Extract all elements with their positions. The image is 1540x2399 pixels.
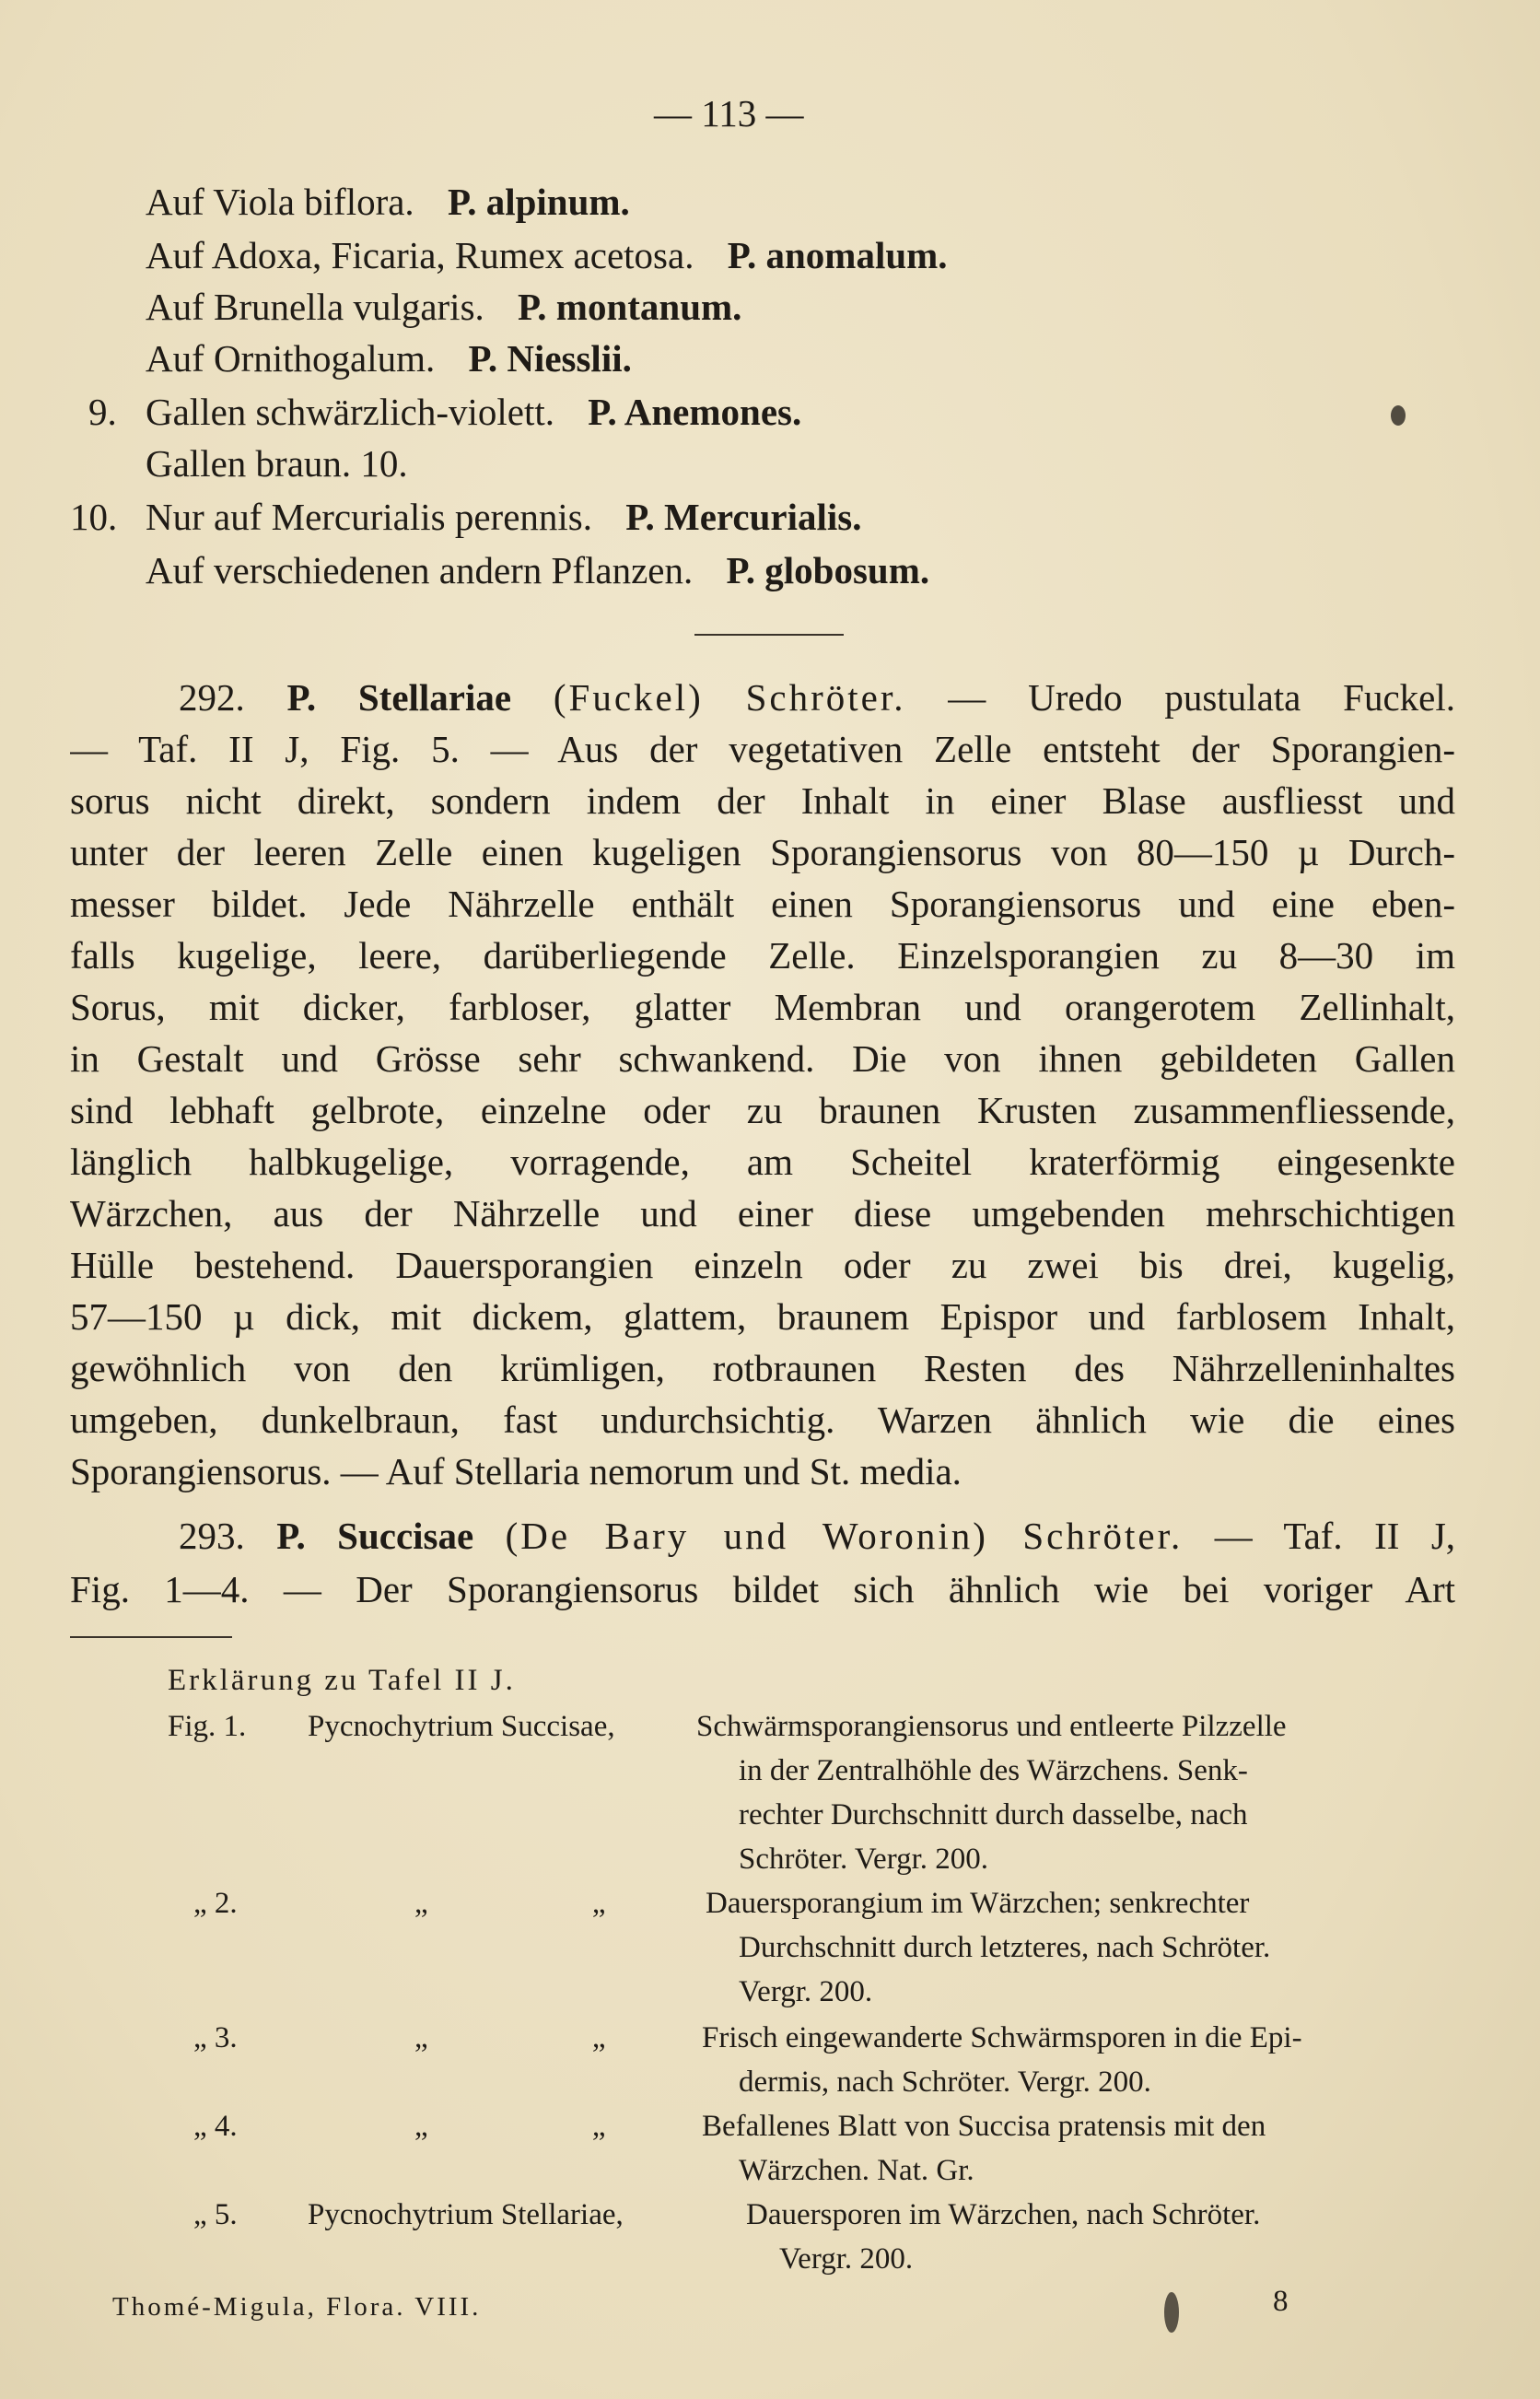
- entry-plate-ref: — Taf. II J,: [1214, 1515, 1455, 1557]
- figure-caption-line: Befallenes Blatt von Succisa pratensis mit den: [702, 2110, 1266, 2143]
- key-species: P. Anemones.: [588, 391, 802, 433]
- entry-text-line: sind lebhaft gelbrote, einzelne oder zu braunen Krusten zusammenfliessende,: [70, 1089, 1455, 1131]
- entry-synonym: — Uredo pustulata Fuckel.: [948, 676, 1455, 719]
- signature-mark: 8: [1273, 2285, 1289, 2318]
- figure-caption-line: Durchschnitt durch letzteres, nach Schröter.: [739, 1931, 1271, 1964]
- key-text: Auf Brunella vulgaris.: [146, 286, 484, 328]
- figure-label: „ 4.: [193, 2110, 238, 2143]
- entry-text-line: länglich halbkugelige, vorragende, am Scheitel kraterförmig eingesenkte: [70, 1141, 1455, 1183]
- key-species: P. Mercurialis.: [625, 496, 862, 538]
- key-species: P. alpinum.: [447, 181, 630, 223]
- footer-citation: Thomé-Migula, Flora. VIII.: [112, 2292, 482, 2322]
- figure-ditto: „ „: [414, 2021, 606, 2054]
- entry-heading-line: [70, 671, 1455, 724]
- figure-label: „ 5.: [193, 2198, 238, 2231]
- entry-species-name: P. Succisae: [276, 1515, 474, 1557]
- key-text: Auf Ornithogalum.: [146, 337, 436, 380]
- scan-speck: [1391, 405, 1406, 426]
- entry-text-line: Wärzchen, aus der Nährzelle und einer diese umgebenden mehrschichtigen: [70, 1192, 1455, 1235]
- entry-text-line: sorus nicht direkt, sondern indem der Inhalt in einer Blase ausfliesst und: [70, 779, 1455, 822]
- figure-ditto: „ „: [414, 2110, 606, 2143]
- entry-authors: (Fuckel): [553, 676, 704, 719]
- entry-text-line: Fig. 1—4. — Der Sporangiensorus bildet sich ähnlich wie bei voriger Art: [70, 1568, 1455, 1610]
- entry-species-name: P. Stellariae: [286, 676, 512, 719]
- key-text: Auf verschiedenen andern Pflanzen.: [146, 549, 694, 591]
- key-species: P. globosum.: [726, 549, 930, 591]
- entry-heading-line: [70, 1509, 1455, 1562]
- entry-text-line: Hülle bestehend. Dauersporangien einzeln oder zu zwei bis drei, kugelig,: [70, 1244, 1455, 1286]
- key-species: P. Niesslii.: [468, 337, 632, 380]
- key-line: [146, 175, 630, 228]
- figure-caption-line: Schwärmsporangiensorus und entleerte Pilzzelle: [696, 1710, 1287, 1743]
- figure-ditto: „ „: [414, 1887, 606, 1920]
- figure-caption-line: Schröter. Vergr. 200.: [739, 1843, 989, 1876]
- key-line: [146, 544, 929, 597]
- entry-text-line: falls kugelige, leere, darüberliegende Zelle. Einzelsporangien zu 8—30 im: [70, 934, 1455, 977]
- key-text: Nur auf Mercurialis perennis.: [146, 496, 592, 538]
- entry-authors: Schröter.: [745, 676, 906, 719]
- entry-text-line: umgeben, dunkelbraun, fast undurchsichtig. Warzen ähnlich wie die eines: [70, 1398, 1455, 1441]
- page-number: — 113 —: [654, 92, 804, 135]
- entry-text-line: messer bildet. Jede Nährzelle enthält einen Sporangiensorus und eine eben-: [70, 883, 1455, 925]
- key-species: P. anomalum.: [727, 234, 948, 276]
- entry-text-line: gewöhnlich von den krümligen, rotbraunen Resten des Nährzelleninhaltes: [70, 1347, 1455, 1389]
- entry-text-line: unter der leeren Zelle einen kugeligen Sporangiensorus von 80—150 µ Durch-: [70, 831, 1455, 873]
- figure-caption-line: dermis, nach Schröter. Vergr. 200.: [739, 2065, 1151, 2099]
- key-line: [146, 332, 632, 385]
- key-number: 9.: [88, 391, 117, 433]
- plate-heading: Erklärung zu Tafel II J.: [168, 1664, 516, 1697]
- entry-text-line: — Taf. II J, Fig. 5. — Aus der vegetativen Zelle entsteht der Sporangien-: [70, 728, 1455, 770]
- figure-label: Fig. 1.: [168, 1710, 247, 1743]
- scan-speck: [1164, 2292, 1179, 2333]
- figure-caption-line: rechter Durchschnitt durch dasselbe, nach: [739, 1798, 1248, 1831]
- key-text: Auf Adoxa, Ficaria, Rumex acetosa.: [146, 234, 694, 276]
- entry-text-line: 57—150 µ dick, mit dickem, glattem, braunem Epispor und farblosem Inhalt,: [70, 1295, 1455, 1338]
- figure-label: „ 3.: [193, 2021, 238, 2054]
- entry-authors: (De Bary und Woronin) Schröter.: [505, 1515, 1184, 1557]
- key-line: [146, 385, 801, 439]
- entry-number: 292.: [179, 676, 245, 719]
- entry-text-line: in Gestalt und Grösse sehr schwankend. Die von ihnen gebildeten Gallen: [70, 1037, 1455, 1080]
- entry-number: 293.: [179, 1515, 245, 1557]
- footnote-divider: [70, 1636, 232, 1638]
- entry-text-line: Sorus, mit dicker, farbloser, glatter Membran und orangerotem Zellinhalt,: [70, 986, 1455, 1028]
- figure-caption-line: in der Zentralhöhle des Wärzchens. Senk-: [739, 1754, 1248, 1787]
- key-line: [146, 490, 861, 544]
- key-line: [146, 437, 408, 490]
- figure-caption-line: Dauersporen im Wärzchen, nach Schröter.: [746, 2198, 1261, 2231]
- figure-caption-line: Vergr. 200.: [779, 2242, 914, 2276]
- figure-caption-line: Wärzchen. Nat. Gr.: [739, 2154, 974, 2187]
- figure-species: Pycnochytrium Succisae,: [308, 1710, 615, 1743]
- key-text: Gallen schwärzlich-violett.: [146, 391, 554, 433]
- key-number: 10.: [70, 496, 118, 538]
- figure-caption-line: Dauersporangium im Wärzchen; senkrechter: [706, 1887, 1250, 1920]
- figure-caption-line: Vergr. 200.: [739, 1975, 873, 2008]
- figure-species: Pycnochytrium Stellariae,: [308, 2198, 624, 2231]
- entry-text-line: Sporangiensorus. — Auf Stellaria nemorum und St. media.: [70, 1450, 962, 1492]
- key-text: Auf Viola biflora.: [146, 181, 414, 223]
- section-divider: [694, 634, 844, 636]
- key-line: [146, 228, 948, 282]
- key-species: P. montanum.: [518, 286, 742, 328]
- figure-caption-line: Frisch eingewanderte Schwärmsporen in die Epi-: [702, 2021, 1302, 2054]
- key-line: [146, 280, 741, 334]
- key-text: Gallen braun. 10.: [146, 442, 408, 485]
- figure-label: „ 2.: [193, 1887, 238, 1920]
